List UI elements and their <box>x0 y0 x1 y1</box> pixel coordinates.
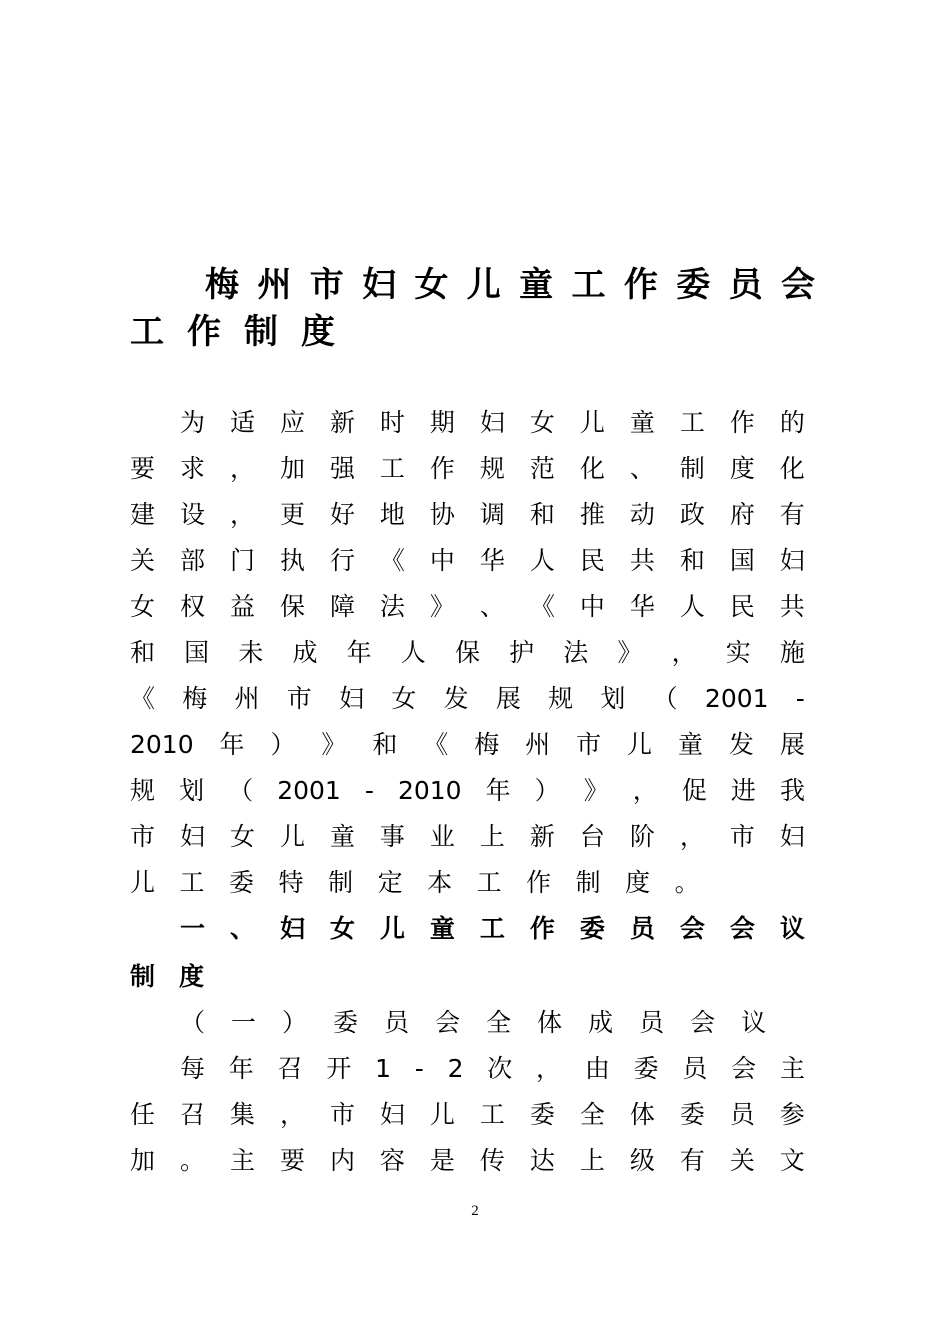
intro-line: 为 适 应 新 时 期 妇 女 儿 童 工 作 的 <box>180 408 805 437</box>
intro-line: 市 妇 女 儿 童 事 业 上 新 台 阶 ， 市 妇 <box>130 822 805 851</box>
body-line: 任 召 集 ， 市 妇 儿 工 委 全 体 委 员 参 <box>130 1100 805 1129</box>
section-heading: 一 、 妇 女 儿 童 工 作 委 员 会 会 议 <box>180 914 805 943</box>
intro-line: 要 求 ， 加 强 工 作 规 范 化 、 制 度 化 <box>130 454 805 483</box>
intro-line: 关 部 门 执 行 《 中 华 人 民 共 和 国 妇 <box>130 546 805 575</box>
intro-line: 女 权 益 保 障 法 》 、 《 中 华 人 民 共 <box>130 592 805 621</box>
section-heading: 制 度 <box>130 962 205 991</box>
page-number: 2 <box>471 1203 479 1219</box>
document-title-line-1: 梅 州 市 妇 女 儿 童 工 作 委 员 会 <box>205 265 815 305</box>
intro-line: 规 划 （ 2001 - 2010 年 ） 》 ， 促 进 我 <box>130 776 805 805</box>
intro-line: 儿 工 委 特 制 定 本 工 作 制 度 。 <box>130 868 700 897</box>
body-line: 每 年 召 开 1 - 2 次 ， 由 委 员 会 主 <box>180 1054 805 1083</box>
intro-line: 《 梅 州 市 妇 女 发 展 规 划 （ 2001 - <box>130 684 805 713</box>
intro-line: 2010 年 ） 》 和 《 梅 州 市 儿 童 发 展 <box>130 730 805 759</box>
document-title-line-2: 工 作 制 度 <box>130 312 335 352</box>
subsection-title: （ 一 ） 委 员 会 全 体 成 员 会 议 <box>180 1008 767 1037</box>
intro-line: 建 设 ， 更 好 地 协 调 和 推 动 政 府 有 <box>130 500 805 529</box>
body-line: 加 。 主 要 内 容 是 传 达 上 级 有 关 文 <box>130 1146 805 1175</box>
intro-line: 和 国 未 成 年 人 保 护 法 》 ， 实 施 <box>130 638 805 667</box>
